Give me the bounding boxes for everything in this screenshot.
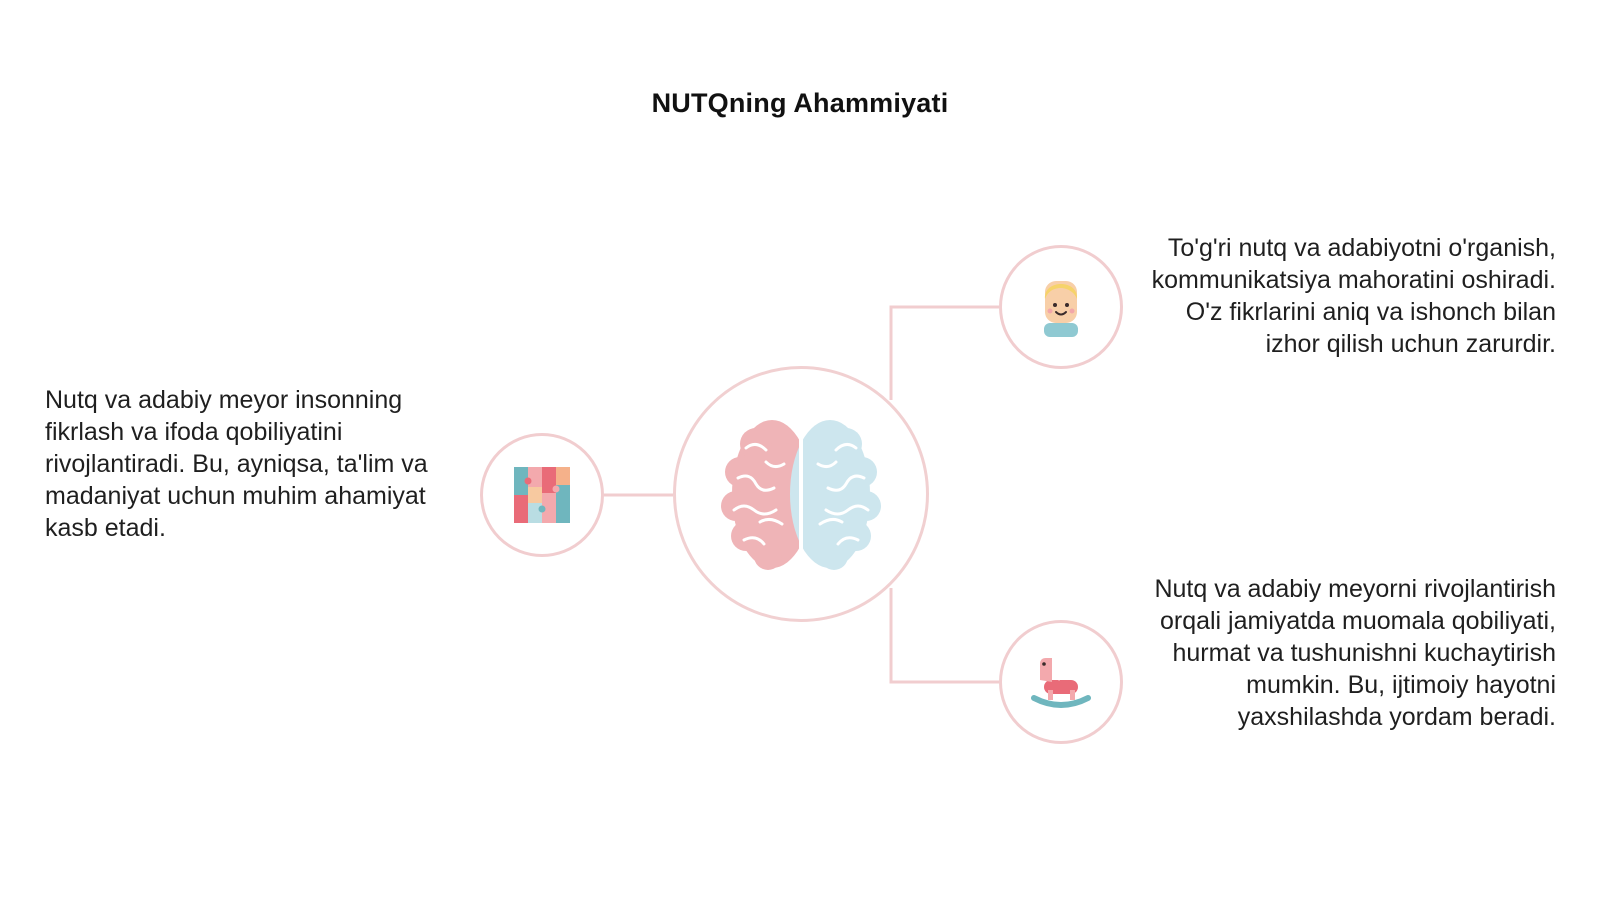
brain-right-hemisphere [790, 420, 881, 570]
item-text-top-right: To'g'ri nutq va adabiyotni o'rganish, kommunikatsiya mahoratini oshiradi. O'z fikrlarini aniq va ishonch bilan izhor qilish uchun zarurdir. [1151, 234, 1556, 358]
item-text-bottom-right: Nutq va adabiy meyorni rivojlantirish orqali jamiyatda muomala qobiliyati, hurmat va tushunishni kuchaytirish mumkin. Bu, ijtimoiy hayotni yaxshilashda yordam beradi. [1154, 575, 1556, 731]
connector-bottom-right [891, 588, 999, 682]
item-text-left: Nutq va adabiy meyor insonning fikrlash va ifoda qobiliyatini rivojlantiradi. Bu, ayniqsa, ta'lim va madaniyat uchun muhim ahamiyat kasb etadi. [45, 386, 428, 542]
rocking-horse-node [999, 620, 1123, 744]
child-face-icon [1036, 275, 1086, 339]
puzzle-node [480, 433, 604, 557]
child-node [999, 245, 1123, 369]
center-node [673, 366, 929, 622]
connector-top-right [891, 307, 999, 400]
rocking-horse-icon [1030, 654, 1092, 710]
page-title: NUTQning Ahammiyati [651, 88, 949, 118]
puzzle-icon [512, 465, 572, 525]
brain-icon [716, 414, 886, 574]
